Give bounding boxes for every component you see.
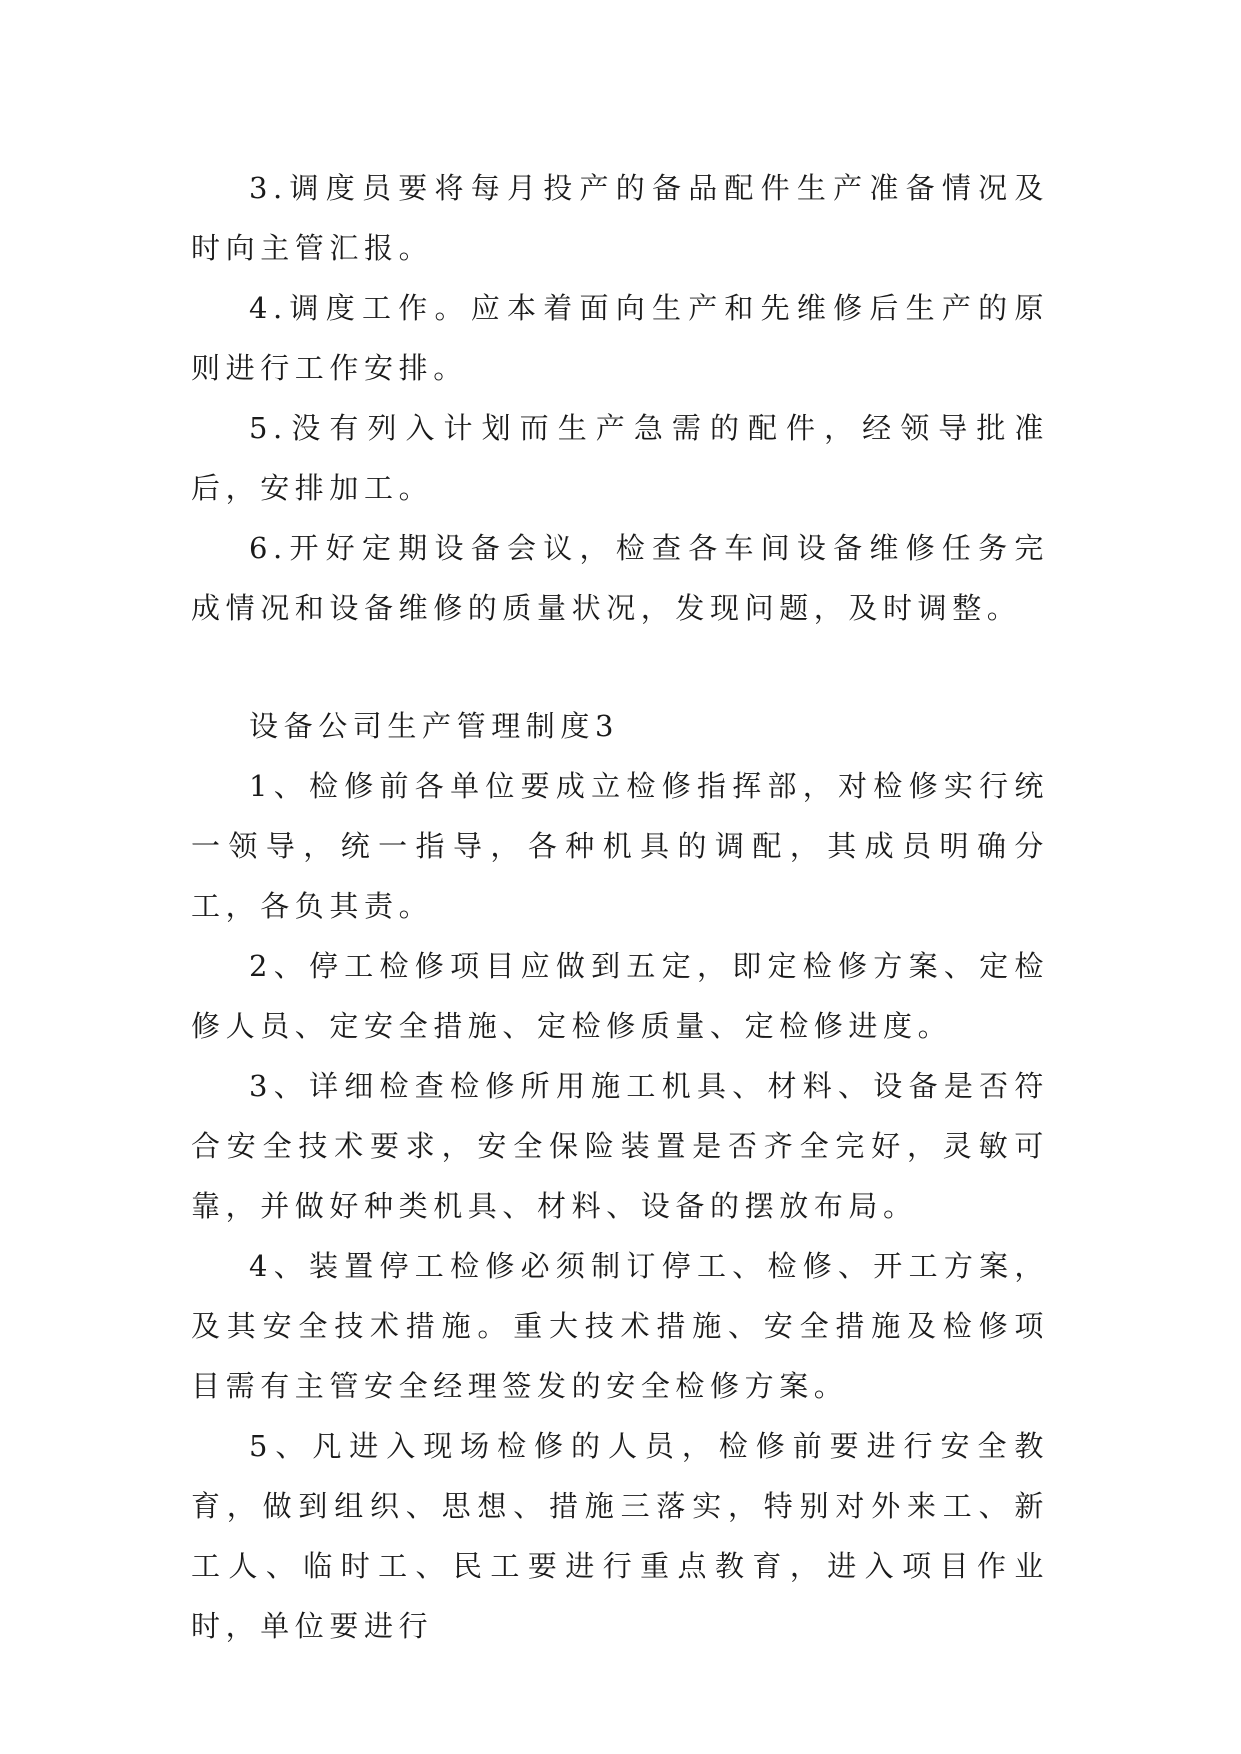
paragraph: 6.开好定期设备会议，检查各车间设备维修任务完成情况和设备维修的质量状况，发现问题，及时调整。 — [191, 531, 1049, 625]
section-title: 设备公司生产管理制度3 — [249, 709, 620, 743]
paragraph: 4、装置停工检修必须制订停工、检修、开工方案，及其安全技术措施。重大技术措施、安全措施及检修项目需有主管安全经理签发的安全检修方案。 — [191, 1249, 1049, 1403]
paragraph: 5.没有列入计划而生产急需的配件，经领导批准后，安排加工。 — [191, 411, 1049, 505]
paragraph: 3、详细检查检修所用施工机具、材料、设备是否符合安全技术要求，安全保险装置是否齐全完好，灵敏可靠，并做好种类机具、材料、设备的摆放布局。 — [191, 1069, 1049, 1223]
paragraph: 4.调度工作。应本着面向生产和先维修后生产的原则进行工作安排。 — [191, 291, 1049, 385]
paragraph: 3.调度员要将每月投产的备品配件生产准备情况及时向主管汇报。 — [191, 171, 1049, 265]
paragraph: 2、停工检修项目应做到五定，即定检修方案、定检修人员、定安全措施、定检修质量、定检修进度。 — [191, 949, 1049, 1043]
document-body — [191, 158, 1049, 1656]
paragraph: 1、检修前各单位要成立检修指挥部，对检修实行统一领导，统一指导，各种机具的调配，其成员明确分工，各负其责。 — [191, 769, 1049, 923]
paragraph: 5、凡进入现场检修的人员，检修前要进行安全教育，做到组织、思想、措施三落实，特别对外来工、新工人、临时工、民工要进行重点教育，进入项目作业时，单位要进行 — [191, 1429, 1049, 1643]
